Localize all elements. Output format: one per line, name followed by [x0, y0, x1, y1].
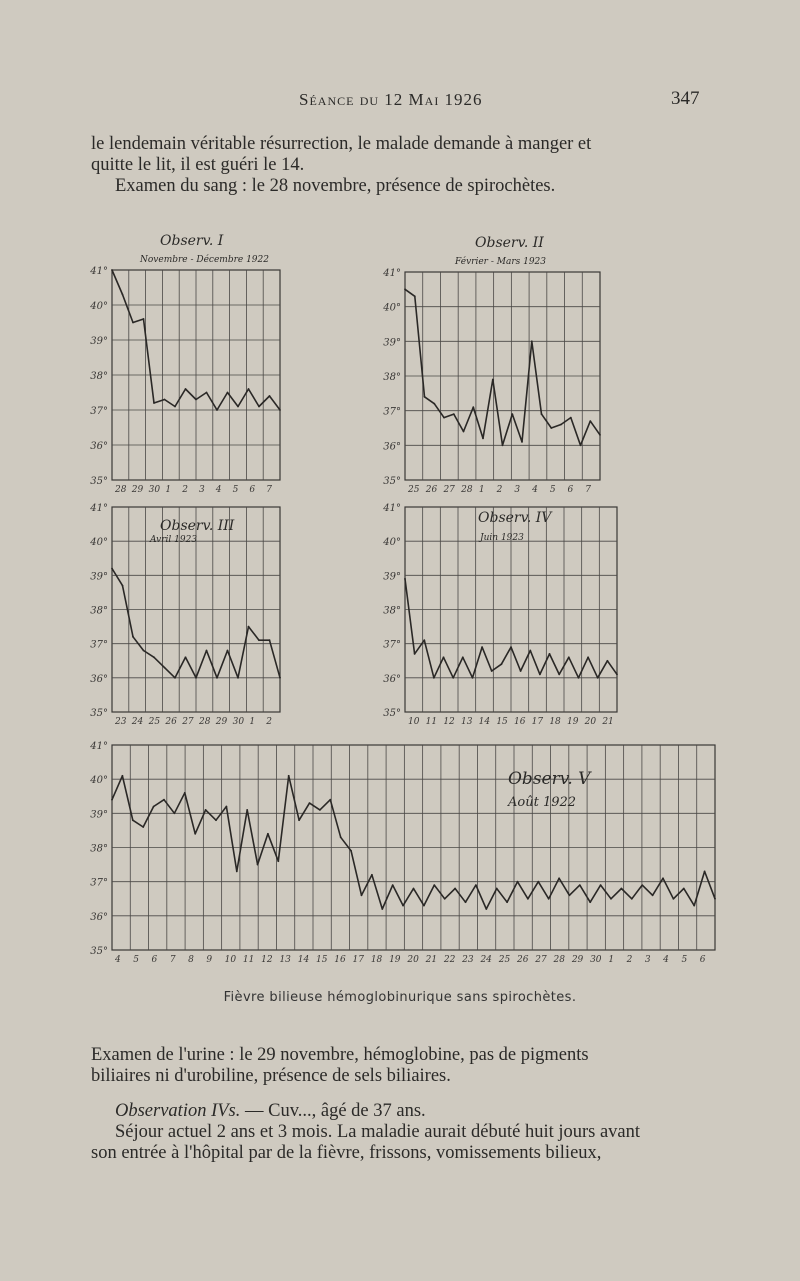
paragraph-line: Examen du sang : le 28 novembre, présence de spirochètes. [115, 176, 556, 196]
y-tick-label: 40° [383, 537, 401, 549]
x-tick-label: 17 [531, 717, 544, 727]
temperature-point [142, 826, 144, 828]
temperature-point [288, 775, 290, 777]
y-tick-label: 40° [383, 302, 401, 314]
temperature-point [267, 833, 269, 835]
x-tick-label: 13 [279, 955, 291, 965]
x-tick-label: 23 [462, 955, 474, 965]
x-tick-label: 27 [182, 717, 194, 727]
x-tick-label: 1 [249, 717, 256, 727]
x-tick-label: 2 [266, 717, 272, 727]
x-tick-label: 8 [188, 955, 194, 965]
temperature-point [258, 639, 260, 641]
temperature-point [465, 901, 467, 903]
temperature-point [236, 871, 238, 873]
x-tick-label: 28 [553, 955, 565, 965]
y-tick-label: 41° [90, 741, 108, 752]
x-tick-label: 9 [206, 955, 213, 965]
temperature-point [529, 650, 531, 652]
x-tick-label: 1 [608, 955, 615, 965]
temperature-point [568, 656, 570, 658]
temperature-point [570, 417, 572, 419]
x-tick-label: 4 [215, 485, 222, 495]
y-tick-label: 41° [90, 503, 108, 514]
x-tick-label: 30 [232, 717, 245, 727]
temperature-point [132, 322, 134, 324]
running-title: Séance du 12 Mai 1926 [299, 90, 483, 109]
temperature-point [216, 677, 218, 679]
temperature-point [206, 392, 208, 394]
temperature-point [195, 677, 197, 679]
chart-subtitle: Novembre - Décembre 1922 [140, 255, 269, 265]
temperature-point [506, 901, 508, 903]
x-tick-label: 26 [517, 955, 529, 965]
temperature-point [237, 406, 239, 408]
x-tick-label: 5 [133, 955, 140, 965]
y-tick-label: 39° [383, 571, 401, 583]
temperature-point [511, 413, 513, 415]
temperature-point [599, 434, 601, 436]
y-tick-label: 40° [90, 301, 108, 312]
temperature-point [704, 871, 706, 873]
temperature-point [610, 898, 612, 900]
y-tick-label: 37° [90, 639, 108, 651]
x-tick-label: 2 [496, 485, 503, 495]
temperature-charts-figure [0, 220, 800, 980]
y-tick-label: 38° [90, 371, 108, 382]
x-tick-label: 29 [571, 955, 584, 965]
temperature-point [587, 656, 589, 658]
x-tick-label: 18 [370, 955, 383, 965]
y-tick-label: 36° [383, 441, 401, 453]
x-tick-label: 23 [115, 717, 127, 727]
chart-title: Observ. V [508, 769, 591, 789]
x-tick-label: 16 [334, 955, 346, 965]
x-tick-label: 4 [532, 485, 538, 495]
x-tick-label: 11 [242, 955, 255, 965]
temperature-point [195, 399, 197, 401]
temperature-point [550, 427, 552, 429]
y-tick-label: 36° [383, 673, 401, 685]
temperature-point [174, 812, 176, 814]
temperature-point [444, 898, 446, 900]
temperature-point [309, 802, 311, 804]
temperature-point [423, 905, 425, 907]
temperature-point [371, 874, 373, 876]
temperature-point [185, 388, 187, 390]
temperature-point [194, 833, 196, 835]
temperature-point [482, 438, 484, 440]
observation-label: Observation IVs. [115, 1101, 241, 1121]
temperature-point [215, 819, 217, 821]
x-tick-label: 6 [699, 955, 706, 965]
paragraph-line: biliaires ni d'urobiline, présence de sels biliaires. [91, 1066, 451, 1086]
temperature-point [424, 396, 426, 398]
x-tick-label: 28 [115, 485, 127, 495]
x-tick-label: 20 [407, 955, 419, 965]
temperature-point [122, 775, 124, 777]
temperature-point [153, 656, 155, 658]
chart-subtitle: Juin 1923 [480, 533, 524, 543]
y-tick-label: 40° [90, 775, 108, 787]
y-tick-label: 35° [383, 476, 401, 487]
paragraph-line: quitte le lit, il est guéri le 14. [91, 155, 305, 175]
y-tick-label: 38° [383, 372, 401, 383]
temperature-point [279, 409, 281, 411]
temperature-curve [405, 289, 600, 445]
x-tick-label: 29 [131, 485, 144, 495]
y-tick-label: 41° [383, 503, 401, 514]
temperature-point [153, 806, 155, 808]
temperature-point [607, 660, 609, 662]
running-header [0, 90, 800, 116]
x-tick-label: 2 [626, 955, 633, 965]
temperature-point [537, 881, 539, 883]
x-tick-label: 21 [425, 955, 438, 965]
x-tick-label: 19 [567, 717, 579, 727]
x-tick-label: 6 [151, 955, 158, 965]
temperature-point [631, 898, 633, 900]
x-tick-label: 1 [165, 485, 172, 495]
temperature-point [662, 877, 664, 879]
temperature-point [174, 406, 176, 408]
paragraph-line: le lendemain véritable résurrection, le malade demande à manger et [91, 134, 592, 154]
y-tick-label: 41° [90, 266, 108, 277]
temperature-point [472, 677, 474, 679]
y-tick-label: 35° [90, 946, 108, 957]
temperature-point [402, 905, 404, 907]
x-tick-label: 5 [232, 485, 239, 495]
temperature-point [423, 639, 425, 641]
temperature-point [492, 379, 494, 381]
x-tick-label: 3 [514, 485, 521, 495]
temperature-point [381, 908, 383, 910]
x-tick-label: 6 [567, 485, 574, 495]
temperature-point [433, 677, 435, 679]
x-tick-label: 12 [443, 717, 455, 727]
temperature-point [413, 888, 415, 890]
temperature-point [616, 674, 618, 676]
x-tick-label: 3 [644, 955, 651, 965]
temperature-point [111, 269, 113, 271]
temperature-point [462, 656, 464, 658]
x-tick-label: 19 [389, 955, 401, 965]
temperature-point [485, 908, 487, 910]
temperature-point [153, 402, 155, 404]
y-tick-label: 39° [90, 336, 108, 347]
temperature-point [517, 881, 519, 883]
temperature-point [414, 295, 416, 297]
temperature-point [350, 850, 352, 852]
x-tick-label: 6 [249, 485, 256, 495]
x-tick-label: 4 [115, 955, 121, 965]
temperature-point [164, 667, 166, 669]
temperature-point [491, 670, 493, 672]
temperature-point [714, 898, 716, 900]
x-tick-label: 27 [443, 485, 455, 495]
temperature-point [496, 888, 498, 890]
temperature-point [174, 677, 176, 679]
y-tick-label: 35° [90, 708, 108, 719]
temperature-point [453, 413, 455, 415]
x-tick-label: 30 [148, 485, 161, 495]
temperature-point [404, 578, 406, 580]
temperature-point [501, 663, 503, 665]
temperature-point [569, 894, 571, 896]
temperature-point [472, 406, 474, 408]
x-tick-label: 28 [199, 717, 211, 727]
temperature-point [433, 403, 435, 405]
temperature-point [600, 884, 602, 886]
x-tick-label: 1 [478, 485, 485, 495]
temperature-point [340, 836, 342, 838]
paragraph-line: son entrée à l'hôpital par de la fièvre, frissons, vomissements bilieux, [91, 1143, 602, 1163]
x-tick-label: 13 [461, 717, 473, 727]
paragraph-line: Séjour actuel 2 ans et 3 mois. La maladie aurait débuté huit jours avant [115, 1122, 641, 1142]
temperature-point [520, 670, 522, 672]
temperature-point [184, 792, 186, 794]
x-tick-label: 25 [408, 485, 420, 495]
temperature-point [541, 413, 543, 415]
temperature-point [277, 860, 279, 862]
temperature-point [132, 636, 134, 638]
temperature-point [248, 388, 250, 390]
temperature-point [481, 646, 483, 648]
temperature-point [673, 898, 675, 900]
x-tick-label: 14 [478, 717, 491, 727]
x-tick-label: 25 [498, 955, 511, 965]
temperature-point [560, 424, 562, 426]
temperature-point [246, 809, 248, 811]
temperature-point [258, 406, 260, 408]
figure-caption: Fièvre bilieuse hémoglobinurique sans spirochètes. [223, 990, 577, 1005]
temperature-point [185, 656, 187, 658]
temperature-point [531, 340, 533, 342]
observation-text: — Cuv..., âgé de 37 ans. [240, 1101, 426, 1121]
chart-subtitle: Août 1922 [508, 795, 577, 810]
x-tick-label: 7 [266, 485, 272, 495]
y-tick-label: 39° [383, 337, 401, 349]
x-tick-label: 7 [169, 955, 176, 965]
temperature-point [579, 884, 581, 886]
chart-subtitle: Février - Mars 1923 [455, 257, 547, 267]
temperature-point [454, 888, 456, 890]
x-tick-label: 17 [352, 955, 364, 965]
temperature-point [269, 639, 271, 641]
temperature-point [319, 809, 321, 811]
temperature-point [257, 864, 259, 866]
chart-title: Observ. III [160, 518, 235, 534]
temperature-point [589, 901, 591, 903]
temperature-point [558, 674, 560, 676]
temperature-point [463, 431, 465, 433]
y-tick-label: 39° [90, 571, 108, 583]
chart-title: Observ. I [160, 233, 224, 249]
x-tick-label: 22 [443, 955, 456, 965]
x-tick-label: 15 [316, 955, 328, 965]
temperature-point [443, 417, 445, 419]
temperature-point [502, 444, 504, 446]
y-tick-label: 38° [90, 843, 108, 855]
x-tick-label: 10 [224, 955, 237, 965]
x-tick-label: 12 [261, 955, 273, 965]
temperature-point [693, 905, 695, 907]
paragraph-line [115, 1101, 426, 1122]
x-tick-label: 21 [602, 717, 614, 727]
temperature-point [227, 392, 229, 394]
x-tick-label: 28 [461, 485, 473, 495]
temperature-point [404, 288, 406, 290]
temperature-point [269, 395, 271, 397]
page-number: 347 [671, 88, 700, 109]
x-tick-label: 5 [549, 485, 556, 495]
temperature-point [143, 318, 145, 320]
temperature-point [111, 568, 113, 570]
temperature-point [578, 677, 580, 679]
temperature-point [329, 799, 331, 801]
y-tick-label: 36° [90, 441, 108, 452]
x-tick-label: 11 [425, 717, 438, 727]
temperature-point [589, 420, 591, 422]
temperature-point [443, 656, 445, 658]
x-tick-label: 30 [590, 955, 602, 965]
temperature-point [539, 674, 541, 676]
y-tick-label: 35° [90, 476, 108, 487]
y-tick-label: 38° [383, 605, 401, 617]
x-tick-label: 5 [681, 955, 688, 965]
x-tick-label: 18 [549, 717, 561, 727]
temperature-point [279, 677, 281, 679]
y-tick-label: 37° [90, 406, 108, 417]
x-tick-label: 24 [131, 717, 144, 727]
temperature-point [558, 877, 560, 879]
temperature-point [452, 677, 454, 679]
y-tick-label: 37° [383, 639, 401, 651]
temperature-point [361, 894, 363, 896]
temperature-point [510, 646, 512, 648]
chart-title: Observ. IV [478, 510, 552, 526]
temperature-point [527, 898, 529, 900]
chart-subtitle: Avril 1923 [150, 535, 198, 545]
x-tick-label: 7 [585, 485, 592, 495]
y-tick-label: 37° [90, 877, 108, 889]
x-tick-label: 2 [182, 485, 188, 495]
x-tick-label: 20 [584, 717, 597, 727]
temperature-point [164, 399, 166, 401]
x-tick-label: 25 [148, 717, 161, 727]
temperature-point [683, 888, 685, 890]
x-tick-label: 27 [535, 955, 547, 965]
temperature-point [414, 653, 416, 655]
temperature-point [652, 894, 654, 896]
chart-title: Observ. II [475, 235, 544, 251]
temperature-point [205, 809, 207, 811]
temperature-point [521, 441, 523, 443]
y-tick-label: 36° [90, 911, 108, 923]
temperature-point [122, 294, 124, 296]
y-tick-label: 38° [90, 605, 108, 617]
y-tick-label: 40° [90, 537, 108, 549]
temperature-point [392, 884, 394, 886]
x-tick-label: 10 [408, 717, 420, 727]
y-tick-label: 37° [383, 406, 401, 418]
y-tick-label: 36° [90, 673, 108, 685]
temperature-point [549, 653, 551, 655]
x-tick-label: 26 [165, 717, 177, 727]
x-tick-label: 15 [496, 717, 508, 727]
x-tick-label: 16 [514, 717, 526, 727]
temperature-point [226, 806, 228, 808]
paragraph-line: Examen de l'urine : le 29 novembre, hémoglobine, pas de pigments [91, 1045, 589, 1065]
x-tick-label: 26 [425, 485, 438, 495]
temperature-point [206, 650, 208, 652]
x-tick-label: 29 [215, 717, 228, 727]
temperature-point [122, 585, 124, 587]
y-tick-label: 41° [383, 268, 401, 279]
temperature-point [433, 884, 435, 886]
x-tick-label: 24 [480, 955, 492, 965]
temperature-point [298, 819, 300, 821]
temperature-point [237, 677, 239, 679]
temperature-point [597, 677, 599, 679]
x-tick-label: 4 [663, 955, 669, 965]
y-tick-label: 39° [90, 809, 108, 821]
x-tick-label: 3 [199, 485, 205, 495]
temperature-point [580, 444, 582, 446]
temperature-point [641, 884, 643, 886]
temperature-point [111, 799, 113, 801]
temperature-point [143, 650, 145, 652]
temperature-point [621, 888, 623, 890]
temperature-point [132, 819, 134, 821]
temperature-point [248, 626, 250, 628]
x-tick-label: 14 [297, 955, 310, 965]
temperature-point [475, 884, 477, 886]
temperature-point [163, 799, 165, 801]
temperature-point [227, 650, 229, 652]
temperature-point [548, 898, 550, 900]
temperature-point [216, 409, 218, 411]
y-tick-label: 35° [383, 708, 401, 719]
